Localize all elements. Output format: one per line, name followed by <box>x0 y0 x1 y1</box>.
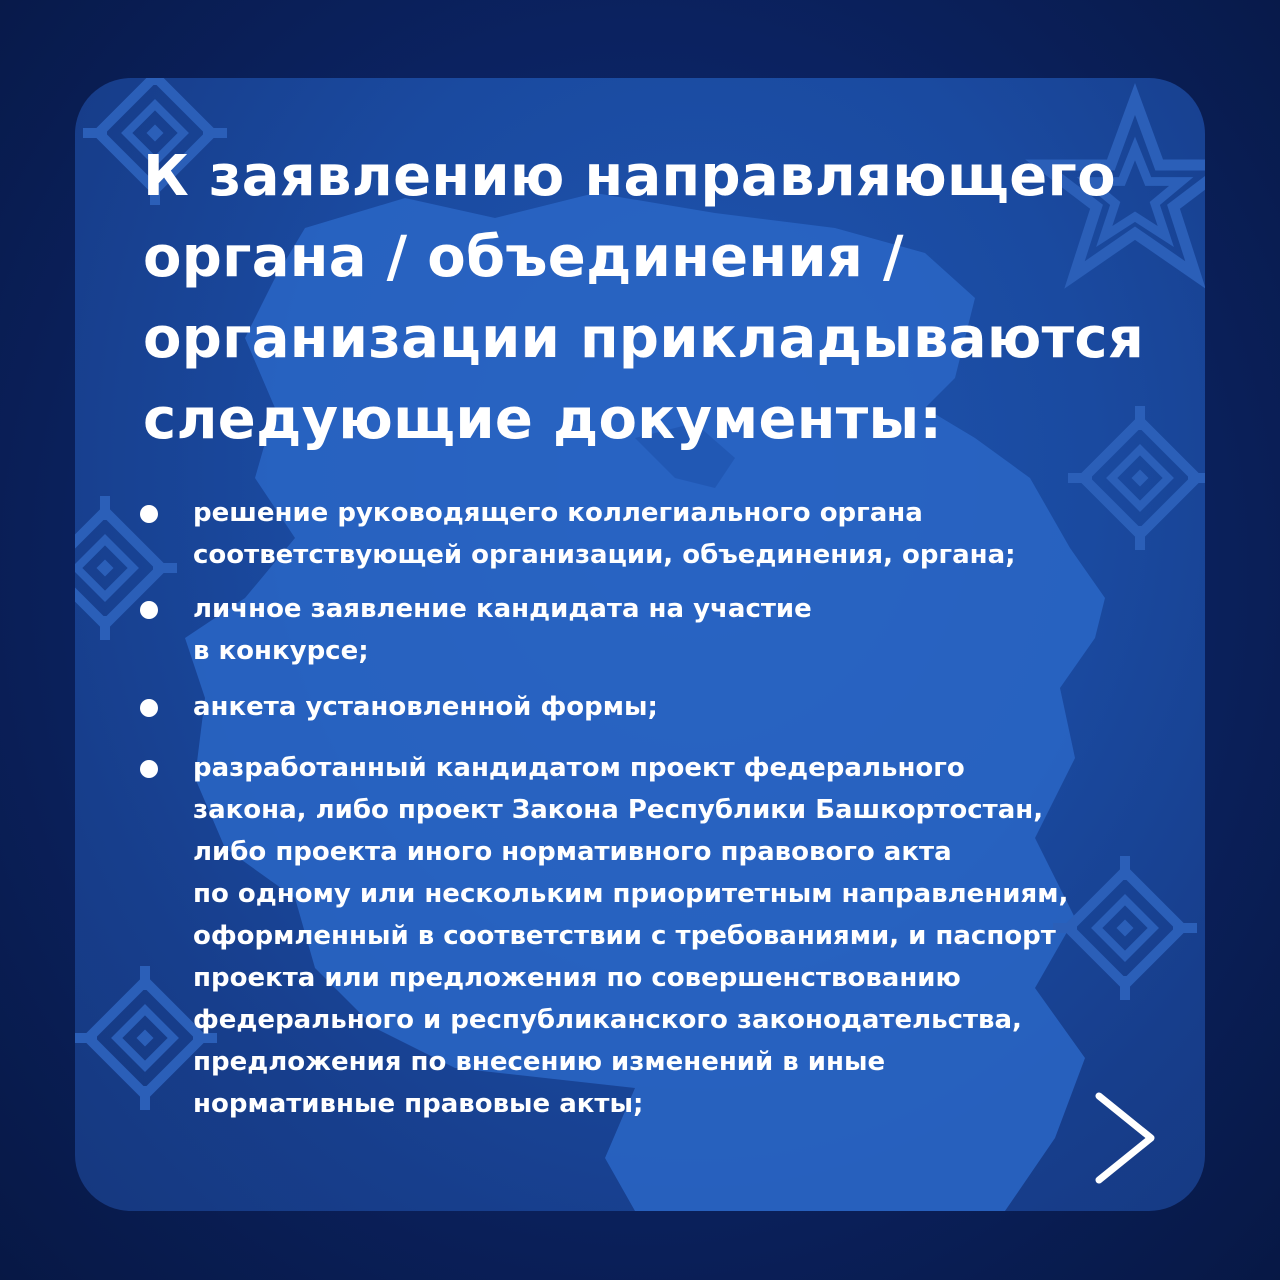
list-item <box>193 747 1153 1125</box>
bullet-icon <box>140 505 158 523</box>
page-title: К заявлению направляющего органа / объединения / организации прикладываются следующие документы: <box>143 144 1145 452</box>
chevron-right-icon[interactable] <box>1085 1088 1165 1188</box>
list-item <box>193 686 1153 728</box>
list-item <box>193 588 1153 672</box>
bullet-icon <box>140 760 158 778</box>
slide-card <box>75 78 1205 1211</box>
list-item-text: анкета установленной формы; <box>193 692 658 722</box>
list-item <box>193 492 1153 576</box>
list-item-text: разработанный кандидатом проект федерального закона, либо проект Закона Республики Башкортостан, либо проекта иного нормативного правового акта по одному или нескольким приоритетным направлениям, оформленный в соответствии с требованиями, и паспорт проекта или предложения по совершенствованию федерального и республиканского законодательства, предложения по внесению изменений в иные нормативные правовые акты; <box>193 753 1069 1119</box>
list-item-text: решение руководящего коллегиального органа соответствующей организации, объединения, органа; <box>193 498 1016 570</box>
bullet-icon <box>140 699 158 717</box>
documents-list <box>75 78 1205 1211</box>
bullet-icon <box>140 601 158 619</box>
list-item-text: личное заявление кандидата на участие в конкурсе; <box>193 594 812 666</box>
